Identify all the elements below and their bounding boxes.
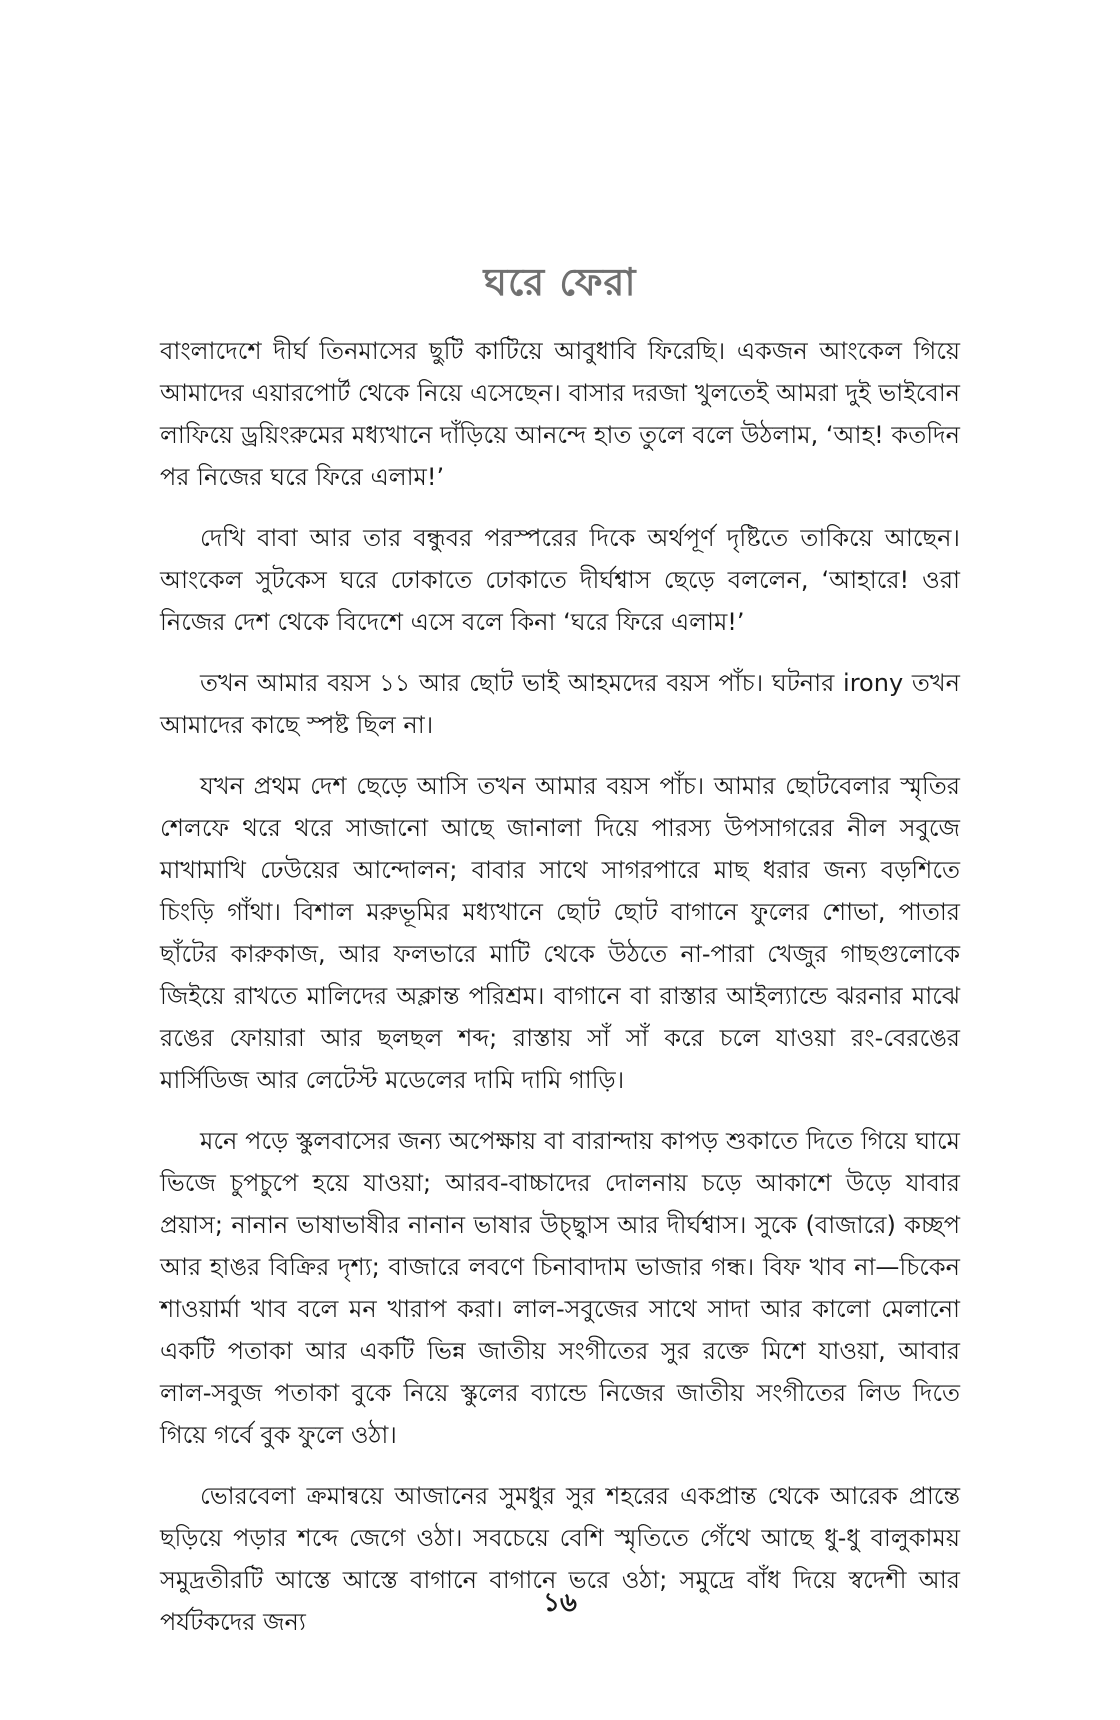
paragraph: ভোরবেলা ক্রমান্বয়ে আজানের সুমধুর সুর শহরের একপ্রান্ত থেকে আরেক প্রান্তে ছড়িয়ে পড়ার শব্দে জেগে ওঠা। সবচেয়ে বেশি স্মৃতিতে গেঁথে আছে ধু-ধু বালুকাময় সমুদ্রতীরটি আস্তে আস্তে বাগানে বাগানে ভরে ওঠা; সমুদ্রে বাঁধ দিয়ে স্বদেশী আর পর্যটকদের জন্য: [160, 1482, 960, 1636]
paragraph: তখন আমার বয়স ১১ আর ছোট ভাই আহমদের বয়স পাঁচ। ঘটনার irony তখন আমাদের কাছে স্পষ্ট ছিল না।: [160, 669, 960, 739]
paragraph: যখন প্রথম দেশ ছেড়ে আসি তখন আমার বয়স পাঁচ। আমার ছোটবেলার স্মৃতির শেলফে থরে থরে সাজানো আছে জানালা দিয়ে পারস্য উপসাগরের নীল সবুজে মাখামাখি ঢেউয়ের আন্দোলন; বাবার সাথে সাগরপারে মাছ ধরার জন্য বড়শিতে চিংড়ি গাঁথা। বিশাল মরুভূমির মধ্যখানে ছোট ছোট বাগানে ফুলের শোভা, পাতার ছাঁটের কারুকাজ, আর ফলভারে মাটি থেকে উঠতে না-পারা খেজুর গাছগুলোকে জিইয়ে রাখতে মালিদের অক্লান্ত পরিশ্রম। বাগানে বা রাস্তার আইল্যান্ডে ঝরনার মাঝে রঙের ফোয়ারা আর ছলছল শব্দ; রাস্তায় সাঁ সাঁ করে চলে যাওয়া রং-বেরঙের মার্সিডিজ আর লেটেস্ট মডেলের দামি দামি গাড়ি।: [160, 772, 960, 1094]
paragraph: বাংলাদেশে দীর্ঘ তিনমাসের ছুটি কাটিয়ে আবুধাবি ফিরেছি। একজন আংকেল গিয়ে আমাদের এয়ারপোর্ট থেকে নিয়ে এসেছেন। বাসার দরজা খুলতেই আমরা দুই ভাইবোন লাফিয়ে ড্রয়িংরুমের মধ্যখানে দাঁড়িয়ে আনন্দে হাত তুলে বলে উঠলাম, ‘আহ! কতদিন পর নিজের ঘরে ফিরে এলাম!’: [160, 337, 960, 491]
chapter-body: [160, 330, 960, 1662]
paragraph: মনে পড়ে স্কুলবাসের জন্য অপেক্ষায় বা বারান্দায় কাপড় শুকাতে দিতে গিয়ে ঘামে ভিজে চুপচুপে হয়ে যাওয়া; আরব-বাচ্চাদের দোলনায় চড়ে আকাশে উড়ে যাবার প্রয়াস; নানান ভাষাভাষীর নানান ভাষার উচ্ছ্বাস আর দীর্ঘশ্বাস। সুকে (বাজারে) কচ্ছপ আর হাঙর বিক্রির দৃশ্য; বাজারে লবণে চিনাবাদাম ভাজার গন্ধ। বিফ খাব না—চিকেন শাওয়ার্মা খাব বলে মন খারাপ করা। লাল-সবুজের সাথে সাদা আর কালো মেলানো একটি পতাকা আর একটি ভিন্ন জাতীয় সংগীতের সুর রক্তে মিশে যাওয়া, আবার লাল-সবুজ পতাকা বুকে নিয়ে স্কুলের ব্যান্ডে নিজের জাতীয় সংগীতের লিড দিতে গিয়ে গর্বে বুক ফুলে ওঠা।: [160, 1127, 960, 1449]
paragraph: দেখি বাবা আর তার বন্ধুবর পরস্পরের দিকে অর্থপূর্ণ দৃষ্টিতে তাকিয়ে আছেন। আংকেল সুটকেস ঘরে ঢোকাতে ঢোকাতে দীর্ঘশ্বাস ছেড়ে বললেন, ‘আহারে! ওরা নিজের দেশ থেকে বিদেশে এসে বলে কিনা ‘ঘরে ফিরে এলাম!’: [160, 524, 960, 636]
chapter-title: ঘরে ফেরা: [483, 260, 637, 305]
page-number: ১৬: [543, 1588, 577, 1618]
